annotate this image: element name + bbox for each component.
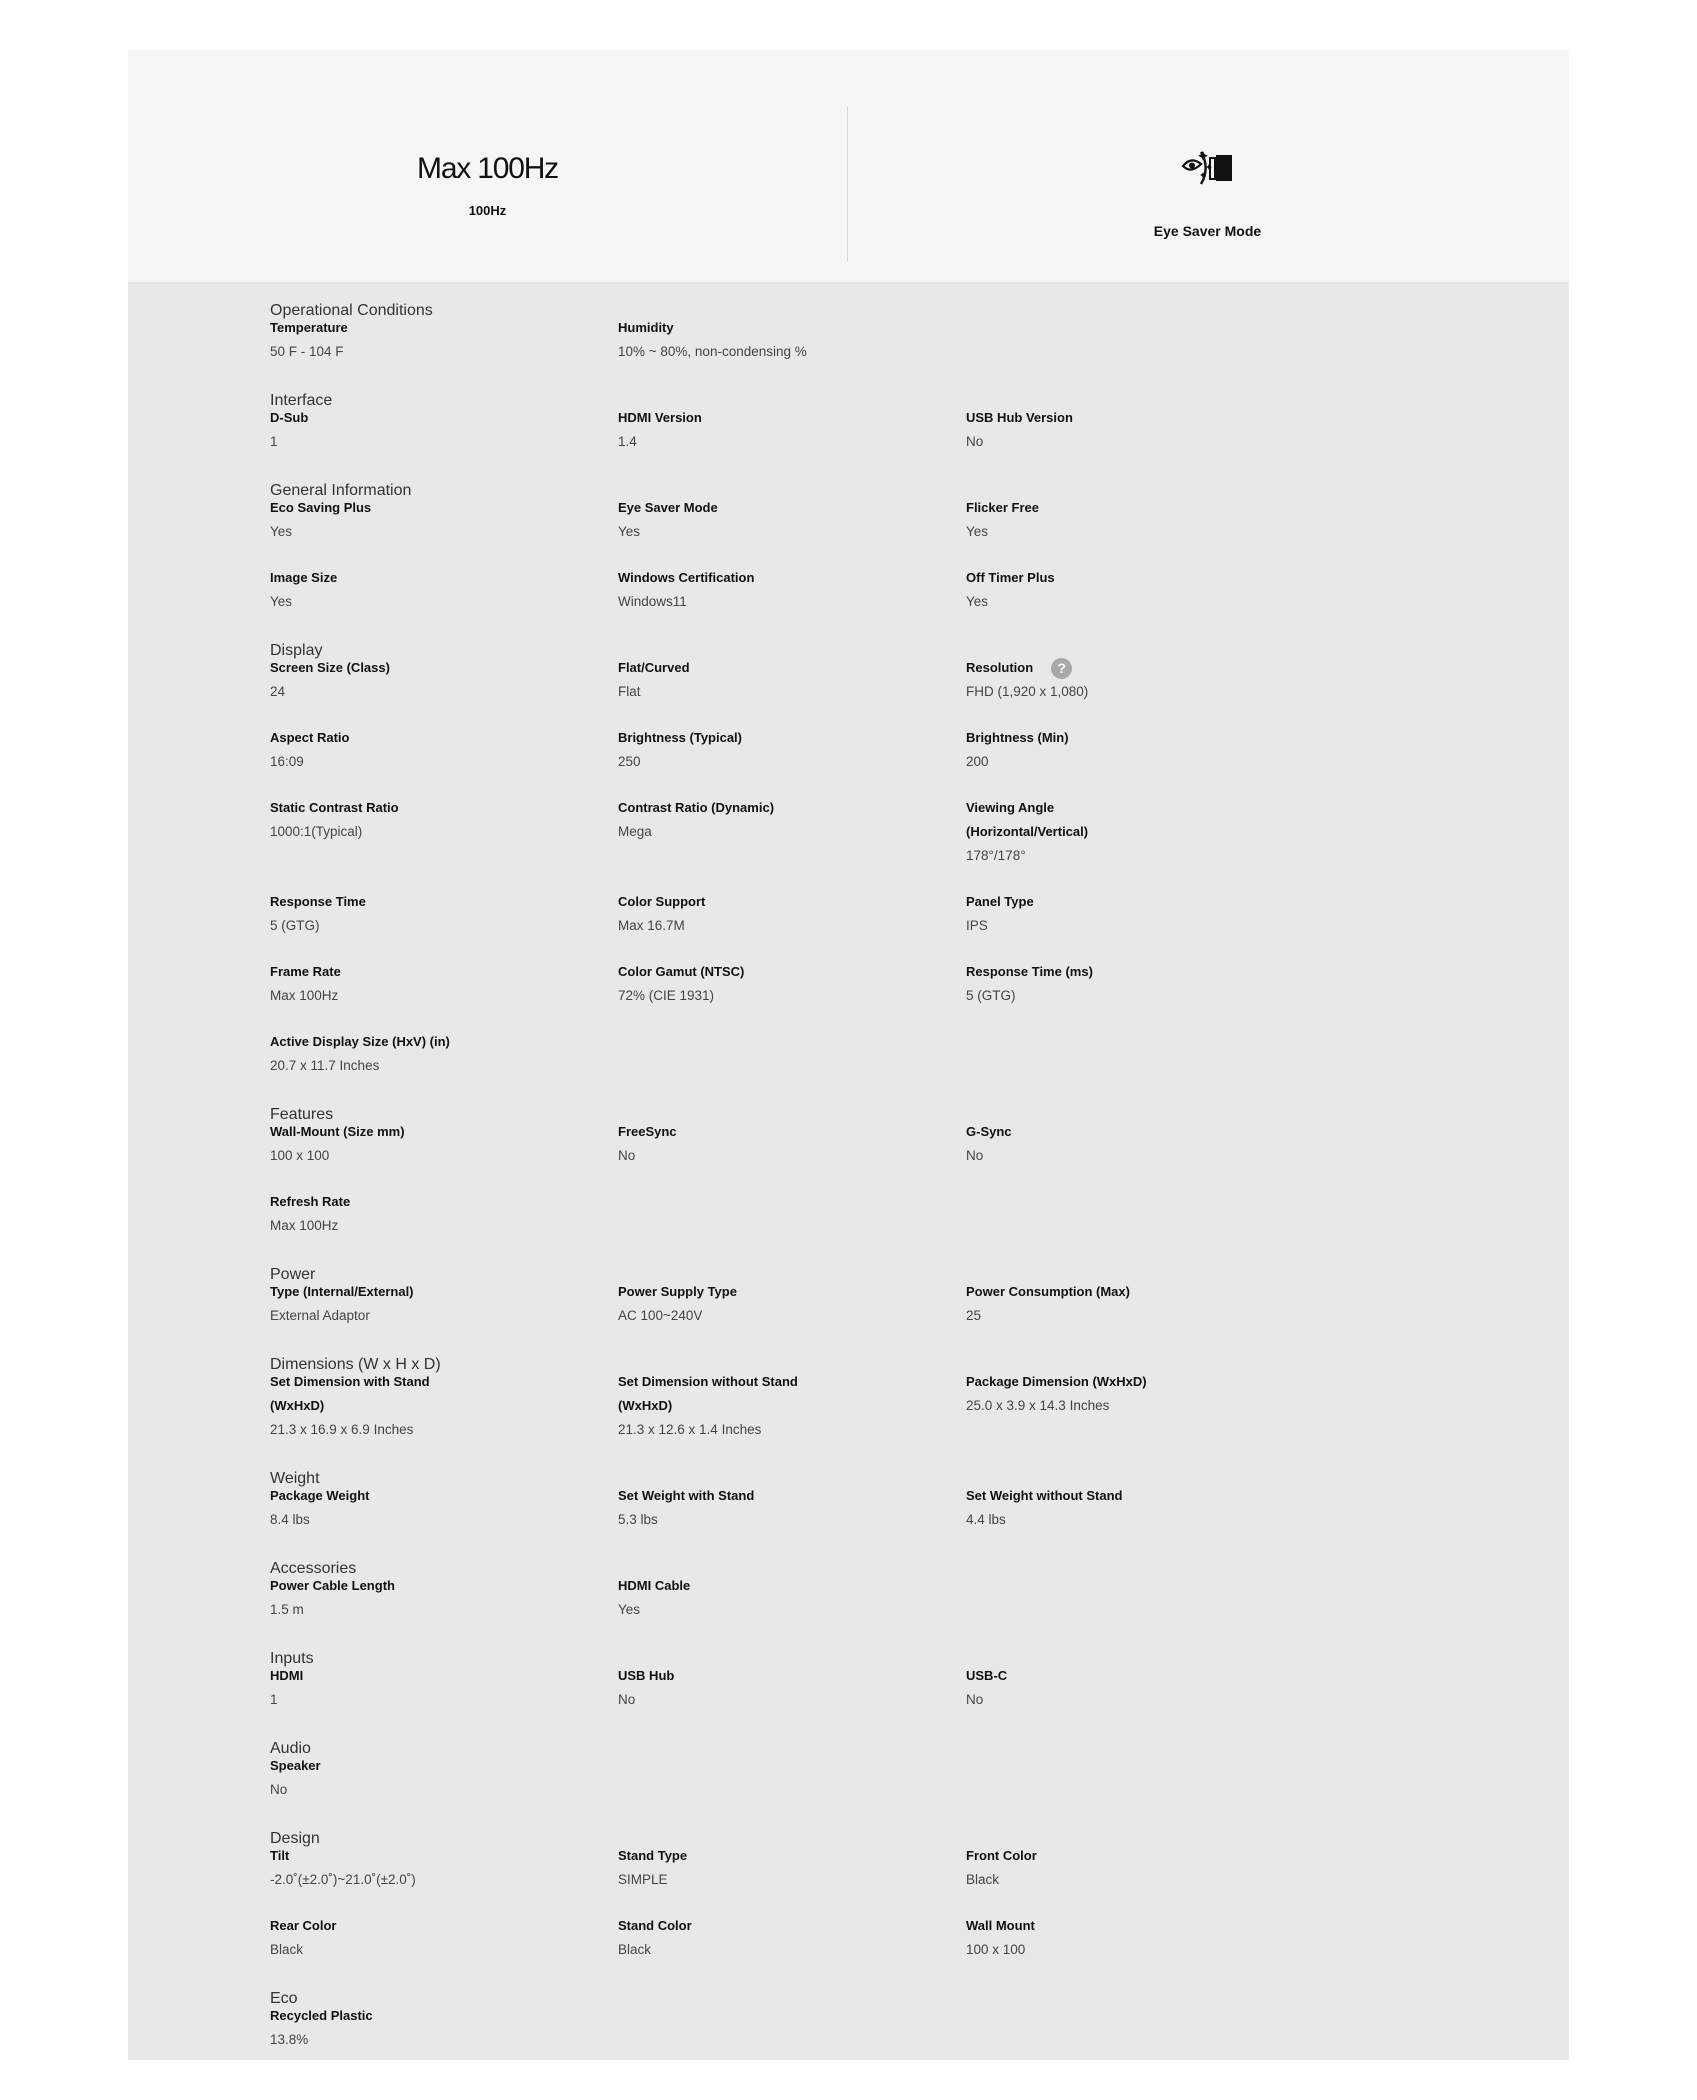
spec-label: [618, 726, 948, 750]
spec-label-text: USB Hub: [618, 1668, 675, 1683]
spec-label: [270, 2004, 600, 2028]
spec-label: [618, 1914, 948, 1938]
spec-label: [270, 1484, 600, 1508]
spec-item: [270, 406, 600, 454]
spec-item: [966, 1120, 1296, 1168]
spec-label-text: Stand Type: [618, 1848, 688, 1863]
spec-value: No: [618, 1148, 636, 1163]
spec-label: [270, 1574, 600, 1598]
spec-item: [270, 1370, 600, 1442]
spec-value: 21.3 x 12.6 x 1.4 Inches: [618, 1422, 762, 1437]
spec-item: [270, 566, 600, 614]
spec-value: 1000:1(Typical): [270, 824, 363, 839]
section-title: Features: [270, 1106, 334, 1123]
spec-item: [270, 1120, 600, 1168]
spec-item: [270, 960, 600, 1008]
spec-label-text: Power Consumption (Max): [966, 1284, 1130, 1299]
spec-label: [618, 1574, 948, 1598]
refresh-rate-title: Max 100Hz: [417, 152, 558, 185]
spec-item: [966, 656, 1296, 704]
spec-label: [618, 890, 948, 914]
spec-label: (Horizontal/Vertical): [966, 824, 1089, 839]
spec-value: 21.3 x 16.9 x 6.9 Inches: [270, 1422, 414, 1437]
spec-label: [270, 566, 600, 590]
spec-page: [128, 50, 1569, 2060]
spec-label-text: Power Supply Type: [618, 1284, 737, 1299]
spec-item: [966, 1280, 1296, 1328]
spec-label-text: Eco Saving Plus: [270, 500, 372, 515]
spec-value: No: [966, 434, 984, 449]
spec-label-text: Speaker: [270, 1758, 321, 1773]
spec-value: 10% ~ 80%, non-condensing %: [618, 344, 807, 359]
spec-item: [618, 726, 948, 774]
spec-value: Max 100Hz: [270, 1218, 339, 1233]
spec-item: [618, 1120, 948, 1168]
spec-label: [270, 1190, 600, 1214]
spec-item: [966, 726, 1296, 774]
spec-label-text: Static Contrast Ratio: [270, 800, 399, 815]
spec-label: [966, 960, 1296, 984]
spec-label: [618, 496, 948, 520]
spec-value: 100 x 100: [966, 1942, 1026, 1957]
spec-label: Set Dimension with Stand: [270, 1374, 430, 1389]
spec-value: Windows11: [618, 594, 687, 609]
spec-item: [270, 1844, 600, 1892]
spec-label-text: G-Sync: [966, 1124, 1012, 1139]
spec-value: Yes: [270, 594, 293, 609]
spec-label: [270, 1030, 600, 1054]
spec-label-text: Temperature: [270, 320, 348, 335]
spec-label-text: HDMI Cable: [618, 1578, 691, 1593]
spec-label-text: Color Gamut (NTSC): [618, 964, 745, 979]
spec-value: 250: [618, 754, 641, 769]
spec-label-text: Stand Color: [618, 1918, 692, 1933]
spec-item: [618, 1574, 948, 1622]
section-title: Weight: [270, 1470, 320, 1487]
spec-label: [270, 656, 600, 680]
spec-value: 50 F - 104 F: [270, 344, 344, 359]
spec-label: [618, 656, 948, 680]
spec-item: [618, 316, 948, 364]
spec-value: Yes: [270, 524, 293, 539]
spec-label-text: Screen Size (Class): [270, 660, 390, 675]
spec-item: [270, 1664, 600, 1712]
spec-item: [966, 960, 1296, 1008]
spec-value: 5.3 lbs: [618, 1512, 658, 1527]
spec-item: [618, 796, 948, 844]
spec-label: [618, 566, 948, 590]
eye-saver-icon: [1179, 142, 1239, 192]
section-title: Interface: [270, 392, 333, 409]
spec-item: [966, 1914, 1296, 1962]
spec-item: [270, 656, 600, 704]
spec-label-text: Off Timer Plus: [966, 570, 1055, 585]
spec-label: [270, 1664, 600, 1688]
spec-label-text: Response Time (ms): [966, 964, 1093, 979]
section-title: Accessories: [270, 1560, 357, 1577]
spec-label-text: USB Hub Version: [966, 410, 1073, 425]
spec-value: 72% (CIE 1931): [618, 988, 715, 1003]
spec-label-text: Wall-Mount (Size mm): [270, 1124, 405, 1139]
spec-label-text: Refresh Rate: [270, 1194, 351, 1209]
spec-item: [270, 890, 600, 938]
spec-value: 8.4 lbs: [270, 1512, 310, 1527]
spec-label: [966, 1484, 1296, 1508]
spec-label-text: Front Color: [966, 1848, 1037, 1863]
spec-item: [618, 960, 948, 1008]
spec-label: Set Dimension without Stand: [618, 1374, 798, 1389]
spec-label: [270, 960, 600, 984]
spec-value: 13.8%: [270, 2032, 309, 2047]
spec-item: [270, 1914, 600, 1962]
spec-label: [618, 1664, 948, 1688]
spec-value: Max 100Hz: [270, 988, 339, 1003]
spec-label: [618, 960, 948, 984]
spec-label: (WxHxD): [270, 1398, 325, 1413]
spec-label-text: HDMI: [270, 1668, 304, 1683]
spec-item: [270, 2004, 600, 2052]
spec-label: [966, 1280, 1296, 1304]
spec-value: External Adaptor: [270, 1308, 370, 1323]
spec-value: 1.5 m: [270, 1602, 304, 1617]
spec-value: Yes: [618, 1602, 641, 1617]
spec-label: Viewing Angle: [966, 800, 1055, 815]
spec-label: [966, 1664, 1296, 1688]
section-title: Operational Conditions: [270, 302, 433, 319]
spec-label-text: Brightness (Typical): [618, 730, 743, 745]
spec-item: [966, 1484, 1296, 1532]
spec-label: [966, 496, 1296, 520]
spec-item: [270, 496, 600, 544]
spec-label: [618, 406, 948, 430]
spec-label: [618, 1484, 948, 1508]
spec-label-text: Resolution: [966, 660, 1034, 675]
spec-label: [966, 1370, 1296, 1394]
spec-value: No: [270, 1782, 288, 1797]
spec-label-text: Active Display Size (HxV) (in): [270, 1034, 450, 1049]
spec-label-text: Package Weight: [270, 1488, 370, 1503]
spec-value: SIMPLE: [618, 1872, 668, 1887]
spec-label-text: Flicker Free: [966, 500, 1039, 515]
spec-label: [966, 566, 1296, 590]
spec-label: (WxHxD): [618, 1398, 673, 1413]
spec-value: 16:09: [270, 754, 304, 769]
spec-item: [618, 656, 948, 704]
spec-item: [618, 496, 948, 544]
spec-label: [270, 796, 600, 820]
spec-label: [270, 1914, 600, 1938]
spec-label-text: FreeSync: [618, 1124, 677, 1139]
spec-item: [618, 1664, 948, 1712]
spec-value: Flat: [618, 684, 641, 699]
spec-value: No: [966, 1692, 984, 1707]
spec-label: [270, 406, 600, 430]
section-title: Power: [270, 1266, 316, 1283]
spec-label-text: Windows Certification: [618, 570, 755, 585]
spec-label: [618, 1280, 948, 1304]
section-title: General Information: [270, 482, 412, 499]
spec-value: 1: [270, 434, 278, 449]
section-title: Dimensions (W x H x D): [270, 1356, 441, 1373]
spec-label-text: Type (Internal/External): [270, 1284, 414, 1299]
spec-item: [618, 566, 948, 614]
spec-label-text: Brightness (Min): [966, 730, 1069, 745]
spec-item: [966, 890, 1296, 938]
spec-value: 24: [270, 684, 286, 699]
spec-value: IPS: [966, 918, 988, 933]
spec-label: [966, 1914, 1296, 1938]
help-icon[interactable]: ?: [1051, 658, 1072, 679]
spec-label: [270, 316, 600, 340]
spec-label: [270, 890, 600, 914]
spec-value: Yes: [966, 524, 989, 539]
spec-label-text: D-Sub: [270, 410, 309, 425]
spec-label: [270, 1120, 600, 1144]
spec-label-text: Package Dimension (WxHxD): [966, 1374, 1147, 1389]
spec-item: [270, 796, 600, 844]
spec-label-text: Tilt: [270, 1848, 290, 1863]
spec-item: [618, 1844, 948, 1892]
spec-label: [966, 1844, 1296, 1868]
spec-label: [618, 316, 948, 340]
spec-item: [618, 890, 948, 938]
spec-value: No: [618, 1692, 636, 1707]
spec-item: [966, 406, 1296, 454]
spec-value: Max 16.7M: [618, 918, 685, 933]
spec-label: [966, 726, 1296, 750]
spec-label: [270, 496, 600, 520]
spec-label-text: Wall Mount: [966, 1918, 1035, 1933]
section-title: Audio: [270, 1740, 311, 1757]
spec-label: [966, 890, 1296, 914]
spec-label-text: Frame Rate: [270, 964, 341, 979]
spec-item: [270, 1484, 600, 1532]
spec-label: [270, 726, 600, 750]
spec-label-text: Set Weight with Stand: [618, 1488, 755, 1503]
spec-label: [270, 1754, 600, 1778]
section-title: Design: [270, 1830, 320, 1847]
spec-item: [966, 1844, 1296, 1892]
spec-label-text: Image Size: [270, 570, 338, 585]
spec-value: 25.0 x 3.9 x 14.3 Inches: [966, 1398, 1110, 1413]
spec-value: 20.7 x 11.7 Inches: [270, 1058, 380, 1073]
spec-item: [270, 726, 600, 774]
spec-label: [270, 1844, 600, 1868]
spec-value: Black: [618, 1942, 652, 1957]
spec-item: [618, 1914, 948, 1962]
spec-label-text: Rear Color: [270, 1918, 337, 1933]
spec-label-text: Eye Saver Mode: [618, 500, 718, 515]
eye-saver-feature: [848, 50, 1567, 282]
spec-value: AC 100~240V: [618, 1308, 703, 1323]
spec-label: [966, 1120, 1296, 1144]
spec-label: [966, 656, 1296, 680]
spec-item: [618, 1484, 948, 1532]
spec-label-text: Panel Type: [966, 894, 1034, 909]
spec-item: [270, 1574, 600, 1622]
spec-label-text: Response Time: [270, 894, 366, 909]
spec-value: 25: [966, 1308, 982, 1323]
spec-label-text: Power Cable Length: [270, 1578, 395, 1593]
spec-label-text: Color Support: [618, 894, 706, 909]
spec-value: Black: [966, 1872, 1000, 1887]
spec-value: 4.4 lbs: [966, 1512, 1006, 1527]
section-title: Inputs: [270, 1650, 314, 1667]
spec-item: [966, 566, 1296, 614]
spec-label-text: Recycled Plastic: [270, 2008, 373, 2023]
spec-item: [270, 316, 600, 364]
spec-value: -2.0˚(±2.0˚)~21.0˚(±2.0˚): [270, 1872, 416, 1887]
spec-label-text: Flat/Curved: [618, 660, 690, 675]
spec-label: [618, 1120, 948, 1144]
spec-label: [966, 406, 1296, 430]
spec-label-text: Humidity: [618, 320, 674, 335]
spec-label-text: USB-C: [966, 1668, 1008, 1683]
spec-value: 5 (GTG): [966, 988, 1016, 1003]
spec-label: [618, 1844, 948, 1868]
spec-item: [966, 796, 1296, 868]
spec-item: [270, 1030, 600, 1078]
spec-value: Black: [270, 1942, 304, 1957]
spec-value: Mega: [618, 824, 652, 839]
refresh-rate-feature: [128, 50, 847, 282]
spec-value: No: [966, 1148, 984, 1163]
spec-item: [618, 1280, 948, 1328]
spec-value: 100 x 100: [270, 1148, 330, 1163]
spec-item: [270, 1190, 600, 1238]
refresh-rate-subtitle: 100Hz: [468, 203, 507, 218]
section-title: Display: [270, 642, 323, 659]
spec-item: [966, 1664, 1296, 1712]
spec-item: [270, 1754, 600, 1802]
spec-value: 5 (GTG): [270, 918, 320, 933]
spec-item: [618, 406, 948, 454]
spec-label-text: Set Weight without Stand: [966, 1488, 1123, 1503]
spec-item: [966, 1370, 1296, 1418]
spec-label-text: HDMI Version: [618, 410, 702, 425]
spec-item: [966, 496, 1296, 544]
spec-label: [270, 1280, 600, 1304]
hero-banner: [128, 50, 1569, 282]
spec-value: 200: [966, 754, 989, 769]
spec-item: [618, 1370, 948, 1442]
section-title: Eco: [270, 1990, 298, 2007]
spec-value: FHD (1,920 x 1,080): [966, 684, 1089, 699]
spec-value: 1: [270, 1692, 278, 1707]
spec-value: Yes: [618, 524, 641, 539]
spec-label-text: Aspect Ratio: [270, 730, 350, 745]
spec-value: Yes: [966, 594, 989, 609]
eye-saver-caption: Eye Saver Mode: [1153, 223, 1262, 239]
spec-label: [618, 796, 948, 820]
spec-item: [270, 1280, 600, 1328]
spec-value: 178°/178°: [966, 848, 1026, 863]
spec-value: 1.4: [618, 434, 637, 449]
spec-label-text: Contrast Ratio (Dynamic): [618, 800, 775, 815]
